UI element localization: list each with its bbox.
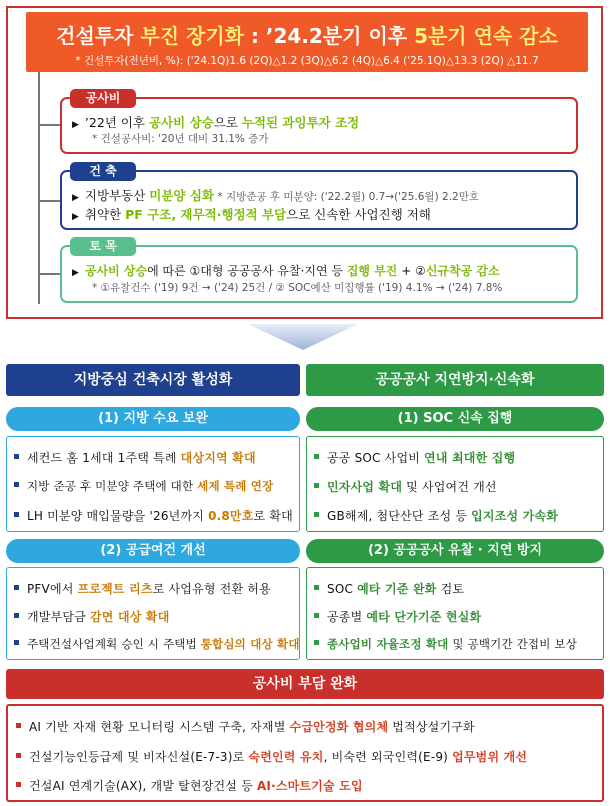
list-item: 공공 SOC 사업비 연내 최대한 집행 <box>314 449 515 466</box>
list-item: 건설AI 연계기술(AX), 개발 탈현장건설 등 AI·스마트기술 도입 <box>16 777 363 794</box>
bottom-header: 공사비 부담 완화 <box>6 669 604 699</box>
civil-line: ▶ 공사비 상승에 따른 ①대형 공공공사 유찰·지연 등 집행 부진 + ②신규착공 감소 <box>72 264 500 278</box>
civil-note: * ①유찰건수 ('19) 9건 → ('24) 25건 / ② SOC예산 미집행률 ('19) 4.1% → ('24) 7.8% <box>92 282 503 294</box>
section-tag-civil: 토 목 <box>70 237 136 256</box>
right-header: 공공공사 지연방지·신속화 <box>306 364 604 396</box>
list-item: 공종별 예타 단가기준 현실화 <box>314 608 481 625</box>
right-group-2-title: (2) 공공공사 유찰 · 지연 방지 <box>306 539 604 563</box>
section-tag-cost: 공사비 <box>70 89 136 108</box>
list-item: 주택건설사업계획 승인 시 주택법 통합심의 대상 확대 <box>14 636 300 652</box>
list-item: PFV에서 프로젝트 리츠로 사업유형 전환 허용 <box>14 580 271 597</box>
list-item: LH 미분양 매입물량을 '26년까지 0.8만호로 확대 <box>14 507 293 524</box>
left-header: 지방중심 건축시장 활성화 <box>6 364 300 396</box>
left-group-2-title: (2) 공급여건 개선 <box>6 539 300 563</box>
problem-header <box>26 12 588 72</box>
list-item: 종사업비 자율조정 확대 및 공백기간 간접비 보상 <box>314 636 577 652</box>
list-item: GB해제, 첨단산단 조성 등 입지조성 가속화 <box>314 507 558 524</box>
problem-title: 건설투자 부진 장기화 : ’24.2분기 이후 5분기 연속 감소 <box>56 24 558 48</box>
connector-branch <box>38 200 60 202</box>
problem-subtitle: * 건설투자(전년비, %): ('24.1Q)1.6 (2Q)△1.2 (3Q)△6.2 (4Q)△6.4 ('25.1Q)△13.3 (2Q) △11.7 <box>75 55 539 67</box>
list-item: 지방 준공 후 미분양 주택에 대한 세제 특례 연장 <box>14 478 273 494</box>
list-item: 건설기능인등급제 및 비자신설(E-7-3)로 숙련인력 유치, 비숙련 외국인력(E-9) 업무범위 개선 <box>16 748 527 765</box>
building-line-1: ▶ 지방부동산 미분양 심화 * 지방준공 후 미분양: ('22.2월) 0.7→('25.6월) 2.2만호 <box>72 188 479 203</box>
building-line-2: ▶ 취약한 PF 구조, 재무적·행정적 부담으로 신속한 사업진행 저해 <box>72 207 431 222</box>
left-group-1-title: (1) 지방 수요 보완 <box>6 407 300 431</box>
list-item: 민자사업 확대 및 사업여건 개선 <box>314 478 497 495</box>
cost-line: ▶ ’22년 이후 공사비 상승으로 누적된 과잉투자 조정 <box>72 115 360 130</box>
connector-branch <box>38 273 60 275</box>
list-item: AI 기반 자재 현황 모니터링 시스템 구축, 자재별 수급안정화 협의체 법적상설기구화 <box>16 718 475 735</box>
section-tag-building: 건 축 <box>70 162 136 181</box>
list-item: 개발부담금 감면 대상 확대 <box>14 608 170 625</box>
list-item: SOC 예타 기준 완화 검토 <box>314 580 464 597</box>
list-item: 세컨드 홈 1세대 1주택 특례 대상지역 확대 <box>14 449 256 466</box>
right-group-1-title: (1) SOC 신속 집행 <box>306 407 604 431</box>
down-arrow-icon <box>248 322 358 352</box>
connector-branch <box>38 124 60 126</box>
connector-trunk <box>38 72 40 304</box>
cost-note: * 건설공사비: '20년 대비 31.1% 증가 <box>92 133 269 145</box>
